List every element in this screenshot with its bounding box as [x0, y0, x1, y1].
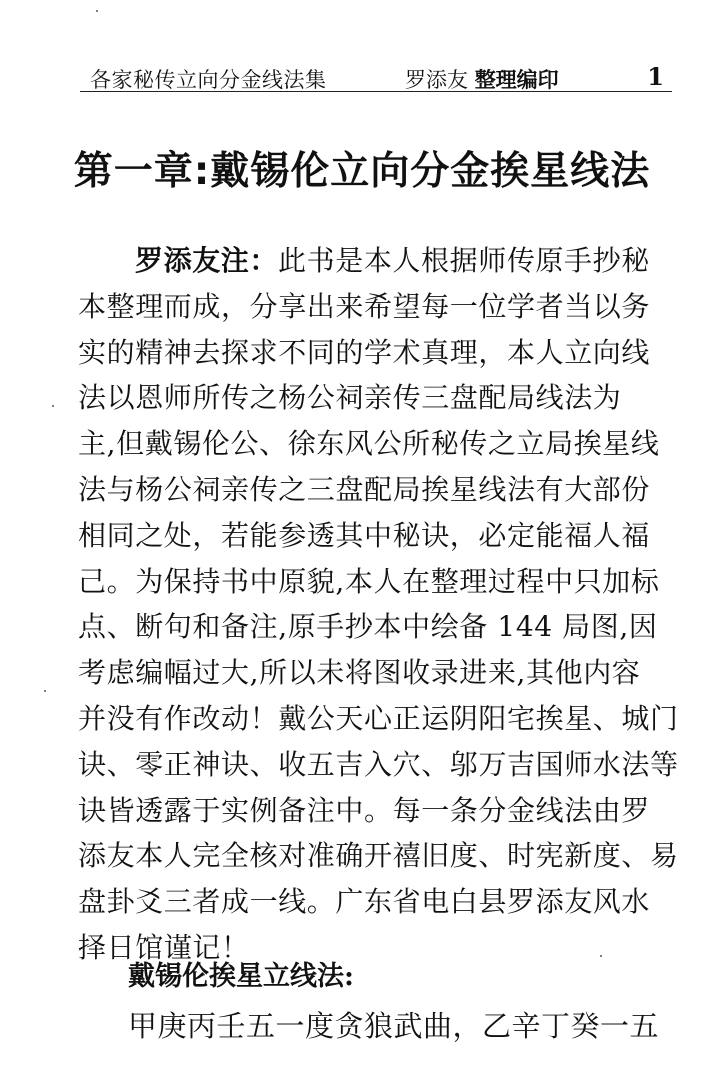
- editor-note: [78, 238, 679, 971]
- book-title: 各家秘传立向分金线法集: [90, 68, 327, 92]
- note-first-line: [78, 238, 676, 284]
- scan-speck: [600, 955, 602, 957]
- body-line: 考虑编幅过大,所以未将图收录进来,其他内容: [78, 656, 641, 690]
- body-line: 法与杨公祠亲传之三盘配局挨星线法有大部份: [78, 472, 651, 506]
- body-line: 并没有作改动！戴公天心正运阴阳宅挨星、城门: [78, 701, 679, 735]
- body-line: 诀、零正神诀、收五吉入穴、邬万吉国师水法等: [78, 747, 679, 781]
- editor-credit: [405, 64, 559, 94]
- note-label: 罗添友注：: [135, 244, 279, 277]
- body-line: 实的精神去探求不同的学术真理，本人立向线: [78, 335, 651, 369]
- chapter-title: 第一章:戴锡伦立向分金挨星线法: [73, 149, 651, 194]
- scan-speck: [44, 690, 46, 692]
- scan-speck: [96, 10, 98, 12]
- scan-speck: [52, 405, 54, 407]
- body-line: 添友本人完全核对准确开禧旧度、时宪新度、易: [78, 839, 679, 873]
- body-line: 点、断句和备注,原手抄本中绘备 144 局图,因: [78, 610, 658, 644]
- editor-name: 罗添友: [405, 68, 468, 92]
- verse-line: 甲庚丙壬五一度贪狼武曲，乙辛丁癸一五: [128, 1009, 660, 1043]
- body-line: 本整理而成，分享出来希望每一位学者当以务: [78, 289, 651, 323]
- body-line: 主,但戴锡伦公、徐东风公所秘传之立局挨星线: [78, 427, 660, 461]
- editor-role: 整理编印: [474, 67, 559, 92]
- body-line: 此书是本人根据师传原手抄秘: [278, 244, 650, 277]
- page-number: 1: [647, 62, 664, 91]
- body-line: 盘卦爻三者成一线。广东省电白县罗添友风水: [78, 885, 651, 919]
- body-line: 诀皆透露于实例备注中。每一条分金线法由罗: [78, 793, 651, 827]
- body-line: 法以恩师所传之杨公祠亲传三盘配局线法为: [78, 381, 622, 415]
- body-line: 择日馆谨记！: [78, 930, 250, 964]
- body-line: 相同之处，若能参透其中秘诀，必定能福人福: [78, 518, 651, 552]
- running-header: [80, 62, 672, 92]
- section-heading: 戴锡伦挨星立线法:: [128, 961, 354, 992]
- body-line: 己。为保持书中原貌,本人在整理过程中只加标: [78, 564, 660, 598]
